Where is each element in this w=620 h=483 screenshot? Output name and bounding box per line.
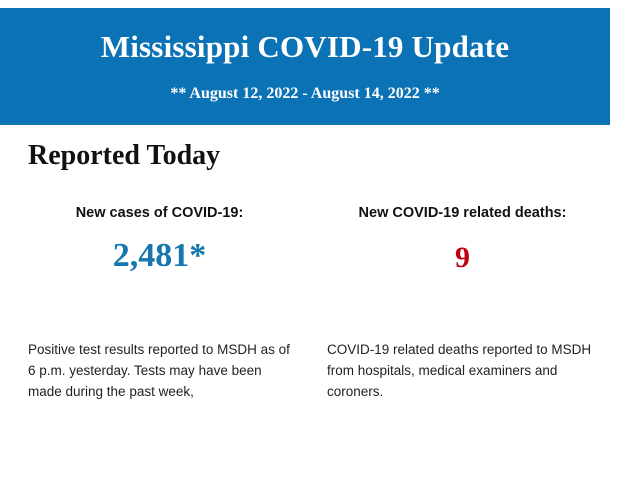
stats-row — [0, 205, 620, 274]
stat-new-deaths-label: New COVID-19 related deaths: — [358, 205, 567, 221]
stat-new-cases — [0, 205, 305, 274]
stat-new-cases-value: 2,481* — [112, 237, 207, 274]
header-banner — [0, 8, 610, 125]
stat-new-cases-description-text: Positive test results reported to MSDH as of 6 p.m. yesterday. Tests may have been made during the past week, — [28, 342, 290, 399]
date-range-label: ** August 12, 2022 - August 14, 2022 ** — [170, 84, 440, 102]
stat-new-deaths-value: 9 — [455, 241, 470, 274]
descriptions-row — [0, 340, 620, 403]
stat-new-deaths-description-text: COVID-19 related deaths reported to MSDH from hospitals, medical examiners and coroners. — [327, 342, 592, 399]
stat-new-deaths — [305, 205, 620, 274]
stat-new-cases-description — [0, 340, 305, 403]
section-title: Reported Today — [28, 140, 221, 171]
stat-new-cases-label: New cases of COVID-19: — [75, 205, 244, 221]
stat-new-deaths-description — [305, 340, 620, 403]
page-title: Mississippi COVID-19 Update — [100, 29, 510, 65]
